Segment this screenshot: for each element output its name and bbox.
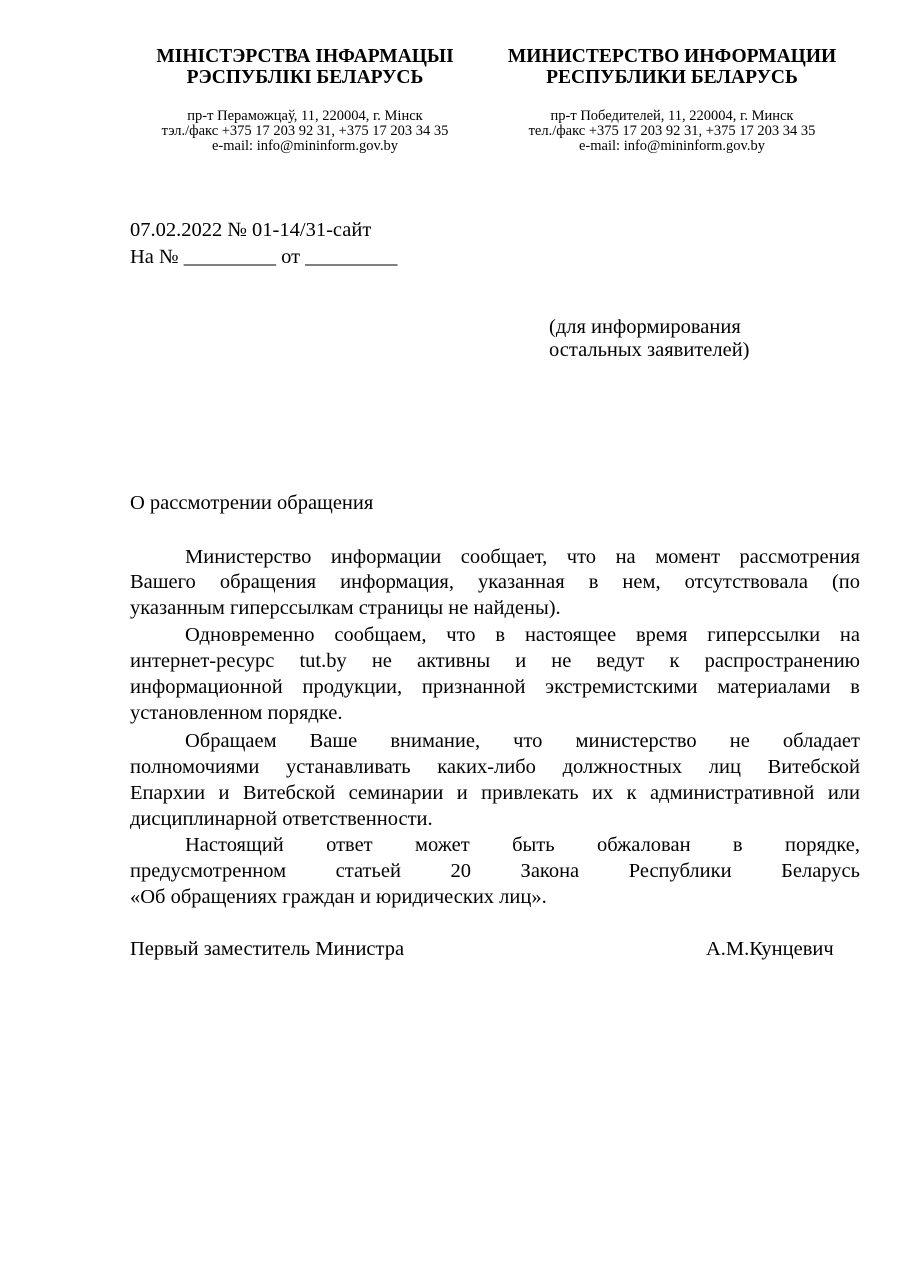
- subject: О рассмотрении обращения: [130, 492, 374, 514]
- email-line: e-mail: info@mininform.gov.by: [579, 138, 765, 154]
- address-ru: [487, 109, 857, 154]
- phone-line: тэл./факс +375 17 203 92 31, +375 17 203 34 35: [161, 123, 449, 139]
- body-line: предусмотренном статьей 20 Закона Республики Беларусь: [130, 860, 860, 882]
- body-line: Обращаем Ваше внимание, что министерство не обладает: [185, 730, 860, 752]
- title-line: РЕСПУБЛИКИ БЕЛАРУСЬ: [546, 67, 798, 88]
- body-line: полномочиями устанавливать каких-либо должностных лиц Витебской: [130, 756, 860, 778]
- address-line: пр-т Пераможцаў, 11, 220004, г. Мінск: [187, 108, 423, 124]
- address-line: пр-т Победителей, 11, 220004, г. Минск: [550, 108, 794, 124]
- phone-line: тел./факс +375 17 203 92 31, +375 17 203 34 35: [528, 123, 816, 139]
- addressee-line: (для информирования: [549, 316, 741, 338]
- address-by: [120, 109, 490, 154]
- ministry-title-ru: [487, 46, 857, 88]
- title-line: РЭСПУБЛІКІ БЕЛАРУСЬ: [186, 67, 424, 88]
- body-line: информационной продукции, признанной экстремистскими материалами в: [130, 676, 860, 698]
- body-line: интернет-ресурс tut.by не активны и не ведут к распространению: [130, 650, 860, 672]
- body-line: «Об обращениях граждан и юридических лиц».: [130, 886, 547, 908]
- signature-position: Первый заместитель Министра: [130, 938, 405, 960]
- title-line: МІНІСТЭРСТВА ІНФАРМАЦЫІ: [156, 46, 454, 67]
- title-line: МИНИСТЕРСТВО ИНФОРМАЦИИ: [507, 46, 837, 67]
- body-line: указанным гиперссылкам страницы не найдены).: [130, 597, 561, 619]
- email-line: e-mail: info@mininform.gov.by: [212, 138, 398, 154]
- body-line: Епархии и Витебской семинарии и привлекать их к административной или: [130, 782, 860, 804]
- body-line: Одновременно сообщаем, что в настоящее время гиперссылки на: [185, 624, 860, 646]
- reply-reference: На № _________ от _________: [130, 246, 398, 268]
- addressee-line: остальных заявителей): [549, 339, 750, 361]
- body-line: Вашего обращения информация, указанная в нем, отсутствовала (по: [130, 571, 860, 593]
- body-line: Министерство информации сообщает, что на момент рассмотрения: [185, 546, 860, 568]
- body-line: Настоящий ответ может быть обжалован в порядке,: [185, 834, 860, 856]
- date-number: 07.02.2022 № 01-14/31-сайт: [130, 219, 372, 241]
- body-line: установленном порядке.: [130, 702, 343, 724]
- signature-name: А.М.Кунцевич: [706, 938, 834, 960]
- body-line: дисциплинарной ответственности.: [130, 808, 433, 830]
- ministry-title-by: [120, 46, 490, 88]
